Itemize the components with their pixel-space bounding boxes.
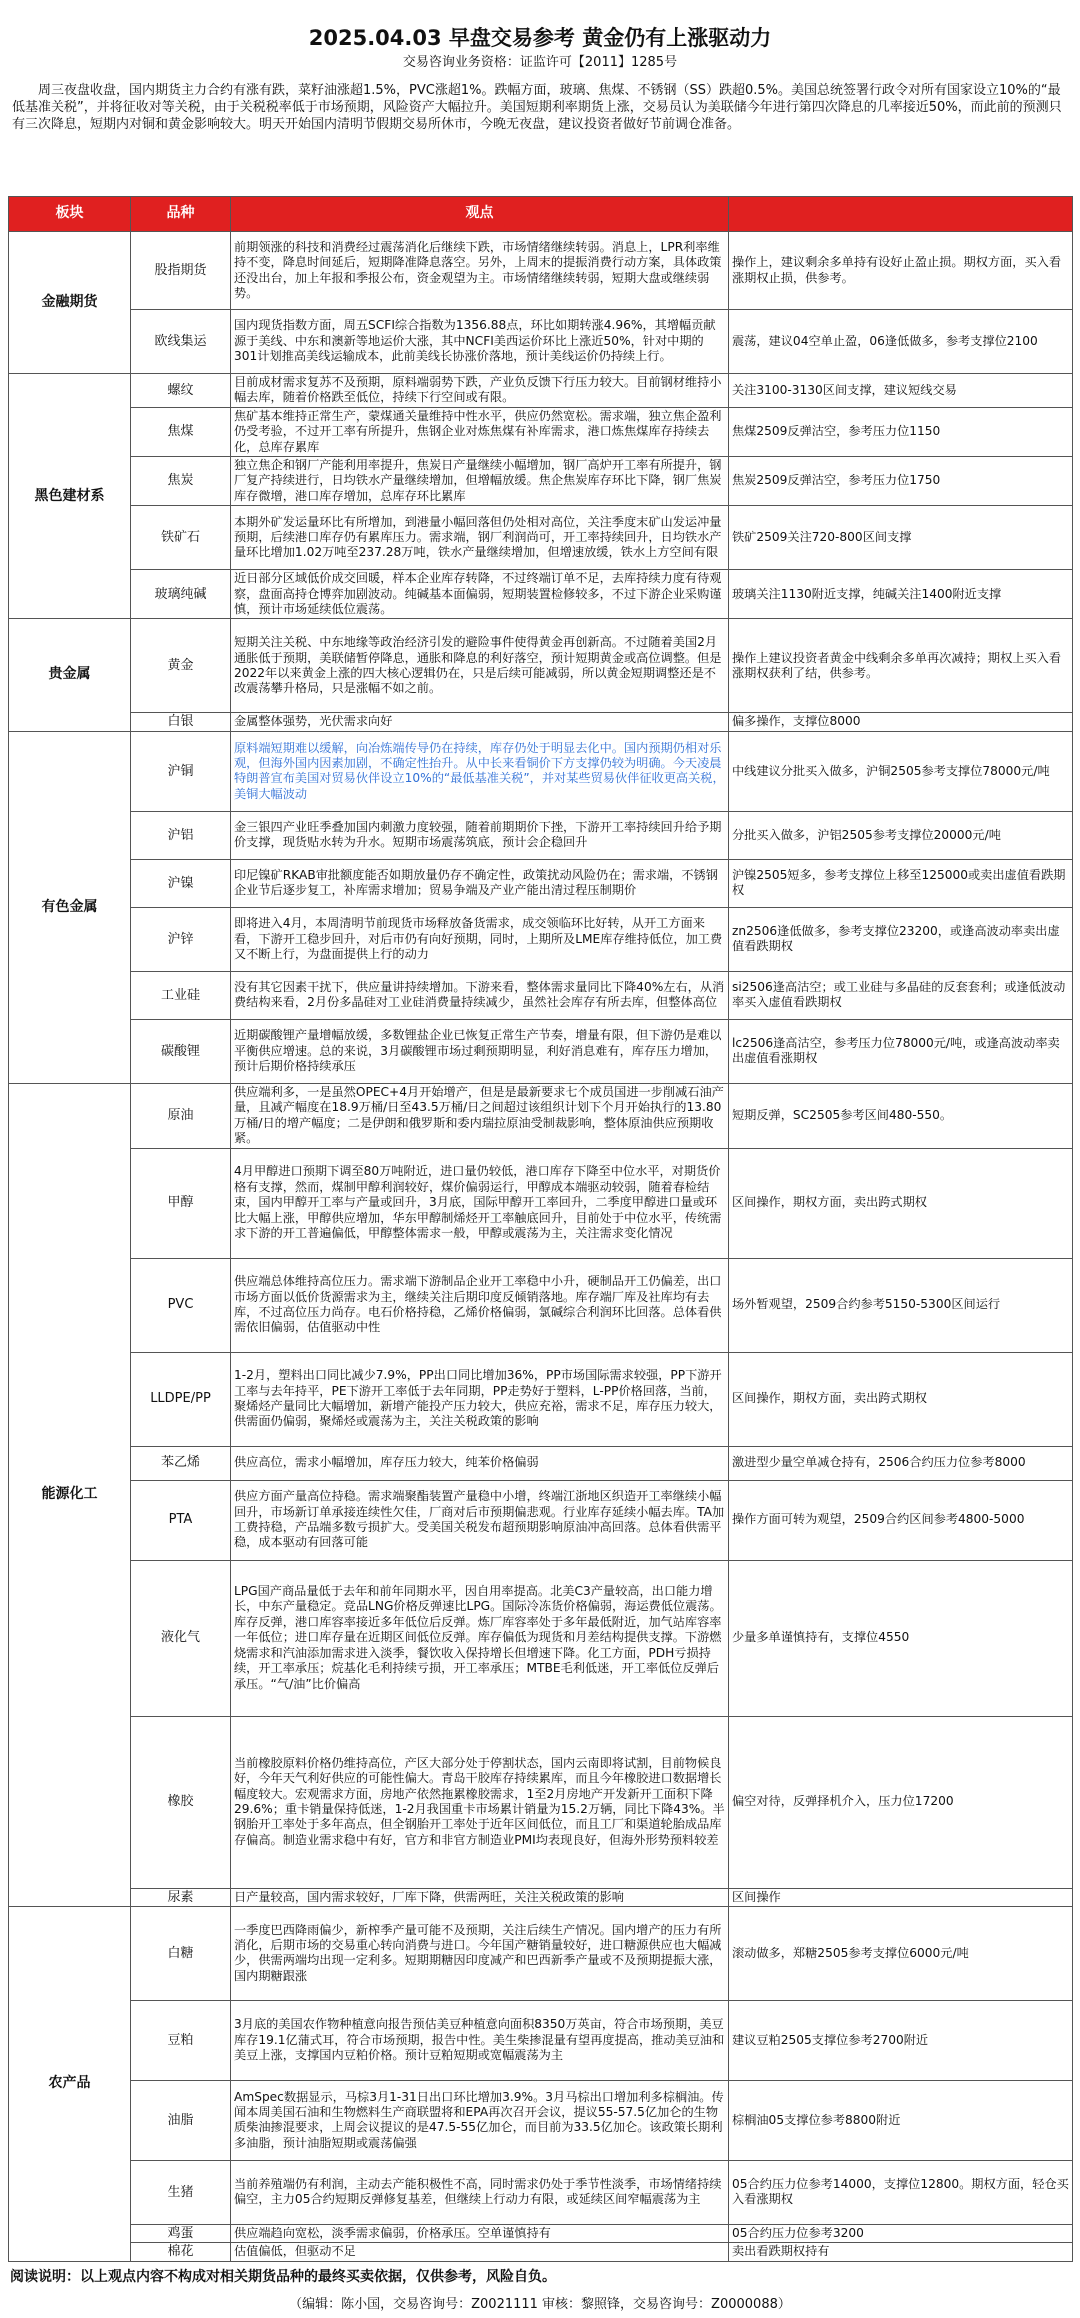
product-advice: 关注3100-3130区间支撑，建议短线交易 (729, 374, 1073, 408)
table-row (9, 1019, 1073, 1083)
product-view: 前期领涨的科技和消费经过震荡消化后继续下跌，市场情绪继续转弱。消息上，LPR利率维持不变，降息时间延后，短期降准降息落空。另外，上周末的提振消费行动方案，具体政策还没出台，加上年报和季报公布，资金观望为主。市场情绪继续转弱，短期大盘或继续弱势。 (231, 232, 729, 310)
product-view: 供应端趋向宽松，淡季需求偏弱，价格承压。空单谨慎持有 (231, 2224, 729, 2242)
product-view: 日产量较高，国内需求较好，厂库下降，供需两旺，关注关税政策的影响 (231, 1888, 729, 1906)
product-name: 豆粕 (131, 2000, 231, 2080)
product-name: 鸡蛋 (131, 2224, 231, 2242)
product-name: 油脂 (131, 2080, 231, 2160)
table-row (9, 971, 1073, 1019)
sector-energy: 能源化工 (9, 1083, 131, 1906)
table-row (9, 1148, 1073, 1258)
product-name: LLDPE/PP (131, 1352, 231, 1446)
product-name: 白糖 (131, 1906, 231, 2000)
product-advice: 分批买入做多，沪铝2505参考支撑位20000元/吨 (729, 811, 1073, 859)
product-name: 黄金 (131, 619, 231, 713)
reading-disclaimer: 阅读说明：以上观点内容不构成对相关期货品种的最终买卖依据，仅供参考，风险自负。 (10, 2268, 556, 2285)
product-advice: 场外暂观望，2509合约参考5150-5300区间运行 (729, 1258, 1073, 1352)
product-advice: 建议豆粕2505支撑位参考2700附近 (729, 2000, 1073, 2080)
product-advice: lc2506逢高沽空，参考压力位78000元/吨，或逢高波动率卖出虚值看涨期权 (729, 1019, 1073, 1083)
qualification-line: 交易咨询业务资格：证监许可【2011】1285号 (402, 55, 678, 70)
product-advice: 棕榈油05支撑位参考8800附近 (729, 2080, 1073, 2160)
sector-nonferrous: 有色金属 (9, 731, 131, 1083)
product-name: 沪铜 (131, 731, 231, 811)
table-row (9, 570, 1073, 619)
product-view: 3月底的美国农作物种植意向报告预估美豆种植意向面积8350万英亩，符合市场预期，美豆库存19.1亿蒲式耳，符合市场预期，报告中性。美生柴掺混量有望再度提高，推动美豆油和美豆上涨，支撑国内豆粕价格。预计豆粕短期或宽幅震荡为主 (231, 2000, 729, 2080)
product-name: 玻璃纯碱 (131, 570, 231, 619)
product-advice: 焦煤2509反弹沽空，参考压力位1150 (729, 407, 1073, 456)
table-row (9, 232, 1073, 310)
product-advice: zn2506逢低做多，参考支撑位23200，或逢高波动率卖出虚值看跌期权 (729, 907, 1073, 971)
product-name: 液化气 (131, 1560, 231, 1716)
product-name: 棉花 (131, 2243, 231, 2261)
product-name: 螺纹 (131, 374, 231, 408)
product-advice: 操作上建议投资者黄金中线剩余多单再次减持；期权上买入看涨期权获利了结，供参考。 (729, 619, 1073, 713)
product-name: 沪锌 (131, 907, 231, 971)
product-name: PTA (131, 1480, 231, 1560)
header-sector: 板块 (9, 197, 131, 232)
header-view: 观点 (231, 197, 729, 232)
product-name: 橡胶 (131, 1716, 231, 1888)
table-row (9, 1083, 1073, 1148)
product-name: 欧线集运 (131, 310, 231, 374)
product-advice: 沪镍2505短多，参考支撑位上移至125000或卖出虚值看跌期权 (729, 859, 1073, 907)
product-view: LPG国产商品量低于去年和前年同期水平，因自用率提高。北美C3产量较高，出口能力增长，中东产量稳定。竞品LNG价格反弹速比LPG。国际冷冻货价格偏弱，海运费低位震荡。库存反弹，港口库容率接近多年低位后反弹。炼厂库容率处于多年最低附近，加气站库容率一年低位；进口库存量在近期区间低位反弹。库存偏低为现货和月差结构提供支撑。下游燃烧需求和汽油添加需求进入淡季，餐饮收入保持增长但增速下降。化工方面，PDH亏损持续，开工率承压；烷基化毛利持续亏损，开工率承压；MTBE毛利低迷，开工率低位反弹后承压。“气/油”比价偏高 (231, 1560, 729, 1716)
product-advice: si2506逢高沽空；或工业硅与多晶硅的反套套利；或逢低波动率买入虚值看跌期权 (729, 971, 1073, 1019)
product-name: 工业硅 (131, 971, 231, 1019)
table-header-row (9, 197, 1073, 232)
table-row (9, 1446, 1073, 1480)
product-view: 当前橡胶原料价格仍维持高位，产区大部分处于停割状态，国内云南即将试割，目前物候良好，今年天气利好供应的可能性偏大。青岛干胶库存持续累库，而且今年橡胶进口数据增长幅度较大。宏观需求方面，房地产依然拖累橡胶需求，1至2月房地产开发新开工面积下降29.6%；重卡销量保持低迷，1-2月我国重卡市场累计销量为15.2万辆，同比下降43%。半钢胎开工率处于多年高点，但全钢胎开工率处于近年区间低位，而且工厂和渠道轮胎成品库存偏高。制造业需求稳中有好，官方和非官方制造业PMI均表现良好，但海外形势预料较差 (231, 1716, 729, 1888)
sector-finance: 金融期货 (9, 232, 131, 374)
table-row (9, 731, 1073, 811)
header-product: 品种 (131, 197, 231, 232)
table-row (9, 1716, 1073, 1888)
product-name: 甲醇 (131, 1148, 231, 1258)
table-row (9, 310, 1073, 374)
product-name: 白银 (131, 713, 231, 731)
product-advice: 短期反弹，SC2505参考区间480-550。 (729, 1083, 1073, 1148)
product-view: 供应端利多，一是虽然OPEC+4月开始增产，但是是最新要求七个成员国进一步削减石油产量，且减产幅度在18.9万桶/日至43.5万桶/日之间超过该组织计划下个月开始执行的13.80万桶/日的增产幅度；二是伊朗和俄罗斯和委内瑞拉原油受制裁影响，整体原油供应预期收紧。 (231, 1083, 729, 1148)
product-view: 1-2月，塑料出口同比减少7.9%，PP出口同比增加36%，PP市场国际需求较强，PP下游开工率与去年持平，PE下游开工率低于去年同期，PP走势好于塑料，L-PP价格回落，当前，聚烯烃产量同比大幅增加，新增产能投产压力较大，供应充裕，需求不足，库存压力较大，供需面仍偏弱，聚烯烃或震荡为主，关注关税政策的影响 (231, 1352, 729, 1446)
product-view: 印尼镍矿RKAB审批额度能否如期放量仍存不确定性，政策扰动风险仍在；需求端，不锈钢企业节后逐步复工，补库需求增加；贸易争端及产业产能出清过程压制期价 (231, 859, 729, 907)
product-view: 短期关注关税、中东地缘等政治经济引发的避险事件使得黄金再创新高。不过随着美国2月通胀低于预期，美联储暂停降息，通胀和降息的利好落空，预计短期黄金或高位调整。但是2022年以来黄金上涨的四大核心逻辑仍在，只是后续可能减弱，所以黄金短期调整还是不改震荡攀升格局，只是涨幅不如之前。 (231, 619, 729, 713)
product-advice: 铁矿2509关注720-800区间支撑 (729, 506, 1073, 570)
product-name: 尿素 (131, 1888, 231, 1906)
table-row (9, 1258, 1073, 1352)
table-row (9, 1352, 1073, 1446)
product-name: 焦煤 (131, 407, 231, 456)
product-advice: 卖出看跌期权持有 (729, 2243, 1073, 2261)
product-view: 当前养殖端仍有利润，主动去产能积极性不高，同时需求仍处于季节性淡季，市场情绪持续偏空，主力05合约短期反弹修复基差，但继续上行动力有限，或延续区间窄幅震荡为主 (231, 2160, 729, 2224)
table-row (9, 407, 1073, 456)
table-row (9, 506, 1073, 570)
product-view: 原料端短期难以缓解，向冶炼端传导仍在持续，库存仍处于明显去化中。国内预期仍相对乐观，但海外国内因素加剧，不确定性抬升。从中长来看铜价下方支撑仍较为明确。今天凌晨特朗普宣布美国对贸易伙伴设立10%的“最低基准关税”，并对某些贸易伙伴征收更高关税，美铜大幅波动 (231, 731, 729, 811)
table-row (9, 2080, 1073, 2160)
table-row (9, 907, 1073, 971)
table-row (9, 619, 1073, 713)
sector-precious: 贵金属 (9, 619, 131, 731)
product-view: 独立焦企和钢厂产能利用率提升，焦炭日产量继续小幅增加，钢厂高炉开工率有所提升，钢厂复产持续进行，日均铁水产量继续增加，但增幅放缓。焦企焦炭库存环比下降，钢厂焦炭库存微增，港口库存增加，总库存环比累库 (231, 457, 729, 506)
sector-agri: 农产品 (9, 1906, 131, 2261)
product-advice: 05合约压力位参考14000，支撑位12800。期权方面，轻仓买入看涨期权 (729, 2160, 1073, 2224)
header-advice (729, 197, 1073, 232)
table-row (9, 2000, 1073, 2080)
product-view: 估值偏低，但驱动不足 (231, 2243, 729, 2261)
product-advice: 区间操作，期权方面，卖出跨式期权 (729, 1352, 1073, 1446)
table-row (9, 2243, 1073, 2261)
table-row (9, 2224, 1073, 2242)
product-advice: 少量多单谨慎持有，支撑位4550 (729, 1560, 1073, 1716)
product-name: 沪铝 (131, 811, 231, 859)
product-view: 焦矿基本维持正常生产，蒙煤通关量维持中性水平，供应仍然宽松。需求端，独立焦企盈利仍受考验，不过开工率有所提升，焦钢企业对炼焦煤有补库需求，港口炼焦煤库存持续去化，总库存累库 (231, 407, 729, 456)
product-name: 生猪 (131, 2160, 231, 2224)
product-view: 近期碳酸锂产量增幅放缓，多数锂盐企业已恢复正常生产节奏，增量有限，但下游仍是难以平衡供应增速。总的来说，3月碳酸锂市场过剩预期明显，利好消息难有，库存压力增加，预计后期价格持续承压 (231, 1019, 729, 1083)
editor-footer: （编辑：陈小国，交易咨询号：Z0021111 审核：黎照锋，交易咨询号：Z0000088） (289, 2296, 791, 2312)
product-advice: 玻璃关注1130附近支撑，纯碱关注1400附近支撑 (729, 570, 1073, 619)
table-row (9, 1888, 1073, 1906)
product-view: 供应端总体维持高位压力。需求端下游制品企业开工率稳中小升，硬制品开工仍偏差，出口市场方面以低价货源需求为主，继续关注后期印度反倾销落地。库存端厂库及社库均有去库，不过高位压力尚存。电石价格持稳，乙烯价格偏弱，氯碱综合利润环比回落。总体看供需依旧偏弱，估值驱动中性 (231, 1258, 729, 1352)
product-advice: 05合约压力位参考3200 (729, 2224, 1073, 2242)
table-row (9, 374, 1073, 408)
product-advice: 中线建议分批买入做多，沪铜2505参考支撑位78000元/吨 (729, 731, 1073, 811)
product-advice: 区间操作，期权方面，卖出跨式期权 (729, 1148, 1073, 1258)
product-view: 金属整体强势，光伏需求向好 (231, 713, 729, 731)
product-name: 原油 (131, 1083, 231, 1148)
table-row (9, 713, 1073, 731)
product-advice: 偏空对待，反弹择机介入，压力位17200 (729, 1716, 1073, 1888)
table-row (9, 859, 1073, 907)
product-view: 一季度巴西降雨偏少，新榨季产量可能不及预期，关注后续生产情况。国内增产的压力有所消化，后期市场的交易重心转向消费与进口。今年国产糖销量较好，进口糖源供应也大幅减少，供需两端均出现一定利多。短期期糖因印度减产和巴西新季产量或不及预期提振大涨，国内期糖跟涨 (231, 1906, 729, 2000)
product-view: 目前成材需求复苏不及预期，原料端弱势下跌，产业负反馈下行压力较大。目前钢材维持小幅去库，随着价格跌至低位，持续下行空间或有限。 (231, 374, 729, 408)
product-advice: 偏多操作，支撑位8000 (729, 713, 1073, 731)
sector-ferrous: 黑色建材系 (9, 374, 131, 619)
product-advice: 操作方面可转为观望，2509合约区间参考4800-5000 (729, 1480, 1073, 1560)
product-view: 供应方面产量高位持稳。需求端聚酯装置产量稳中小增，终端江浙地区织造开工率继续小幅回升，市场新订单承接连续性欠佳，厂商对后市预期偏悲观。行业库存延续小幅去库。TA加工费持稳，产品端多数亏损扩大。受美国关税发布超预期影响原油冲高回落。总体看供需平稳，成本驱动有回落可能 (231, 1480, 729, 1560)
product-advice: 滚动做多，郑糖2505参考支撑位6000元/吨 (729, 1906, 1073, 2000)
commodity-table (8, 196, 1073, 2262)
product-name: 沪镍 (131, 859, 231, 907)
product-name: 股指期货 (131, 232, 231, 310)
product-view: 金三银四产业旺季叠加国内刺激力度较强，随着前期期价下挫，下游开工率持续回升给予期价支撑，现货贴水转为升水。短期市场震荡筑底，预计会企稳回升 (231, 811, 729, 859)
table-row (9, 2160, 1073, 2224)
product-view: 供应高位，需求小幅增加，库存压力较大，纯苯价格偏弱 (231, 1446, 729, 1480)
product-view: 近日部分区域低价成交回暖，样本企业库存转降，不过终端订单不足，去库持续力度有待观察，盘面高持仓博弈加剧波动。纯碱基本面偏弱，短期装置检修较多，不过下游企业采购谨慎，预计市场延续低位震荡。 (231, 570, 729, 619)
product-name: 焦炭 (131, 457, 231, 506)
table-row (9, 1560, 1073, 1716)
table-row (9, 457, 1073, 506)
market-summary: 周三夜盘收盘，国内期货主力合约有涨有跌，菜籽油涨超1.5%，PVC涨超1%。跌幅方面，玻璃、焦煤、不锈钢（SS）跌超0.5%。美国总统签署行政令对所有国家设立10%的“最低基准关税”，并将征收对等关税，由于关税税率低于市场预期，风险资产大幅拉升。美国短期利率期货上涨，交易员认为美联储今年进行第四次降息的几率接近50%，而此前的预测只有三次降息，短期内对铜和黄金影响较大。明天开始国内清明节假期交易所休市，今晚无夜盘，建议投资者做好节前调仓准备。 (12, 83, 1062, 132)
product-advice: 区间操作 (729, 1888, 1073, 1906)
table-row (9, 1906, 1073, 2000)
product-view: AmSpec数据显示，马棕3月1-31日出口环比增加3.9%。3月马棕出口增加利多棕榈油。传闻本周美国石油和生物燃料生产商联盟将和EPA再次召开会议，提议55-57.5亿加仑的生物质柴油掺混要求，上周会议提议的是47.5-55亿加仑，而目前为33.5亿加仑。该政策长期利多油脂，预计油脂短期或震荡偏强 (231, 2080, 729, 2160)
product-name: 铁矿石 (131, 506, 231, 570)
report-title: 2025.04.03 早盘交易参考 黄金仍有上涨驱动力 (308, 26, 772, 50)
product-view: 没有其它因素干扰下，供应量讲持续增加。下游来看，整体需求量同比下降40%左右，从消费结构来看，2月份多晶硅对工业硅消费量持续减少，虽然社会库存有所去库，但整体高位 (231, 971, 729, 1019)
product-name: PVC (131, 1258, 231, 1352)
product-name: 碳酸锂 (131, 1019, 231, 1083)
table-row (9, 811, 1073, 859)
product-view: 国内现货指数方面，周五SCFI综合指数为1356.88点，环比如期转涨4.96%，其增幅贡献源于美线、中东和澳新等地运价大涨，其中NCFI美西运价环比上涨近50%，针对中期的301计划推高美线运输成本，此前美线长协涨价落地，预计美线运价仍持续上行。 (231, 310, 729, 374)
product-view: 4月甲醇进口预期下调至80万吨附近，进口量仍较低，港口库存下降至中位水平，对期货价格有支撑，然而，煤制甲醇利润较好，煤价偏弱运行，甲醇成本端驱动较弱，随着春检结束，国内甲醇开工率与产量或回升，3月底，国际甲醇开工率回升，二季度甲醇进口量或环比大幅上涨，甲醇供应增加，华东甲醇制烯烃开工率触底回升，目前处于中位水平，传统需求下游的开工普遍偏低，甲醇整体需求一般，甲醇或震荡为主，关注需求变化情况 (231, 1148, 729, 1258)
report-page (8, 0, 1072, 2318)
product-advice: 震荡，建议04空单止盈，06逢低做多，参考支撑位2100 (729, 310, 1073, 374)
table-row (9, 1480, 1073, 1560)
product-advice: 激进型少量空单减仓持有，2506合约压力位参考8000 (729, 1446, 1073, 1480)
product-view: 本期外矿发运量环比有所增加，到港量小幅回落但仍处相对高位，关注季度末矿山发运冲量预期，后续港口库存仍有累库压力。需求端，钢厂利润尚可，开工率持续回升，日均铁水产量环比增加1.02万吨至237.28万吨，铁水产量继续增加，但增速放缓，铁水上方空间有限 (231, 506, 729, 570)
product-view: 即将进入4月，本周清明节前现货市场释放备货需求，成交领临环比好转，从开工方面来看，下游开工稳步回升，对后市仍有向好预期，同时，上期所及LME库存维持低位，加工费又不断上行，为盘面提供上行的动力 (231, 907, 729, 971)
product-advice: 焦炭2509反弹沽空，参考压力位1750 (729, 457, 1073, 506)
product-advice: 操作上，建议剩余多单持有设好止盈止损。期权方面，买入看涨期权止损，供参考。 (729, 232, 1073, 310)
product-name: 苯乙烯 (131, 1446, 231, 1480)
